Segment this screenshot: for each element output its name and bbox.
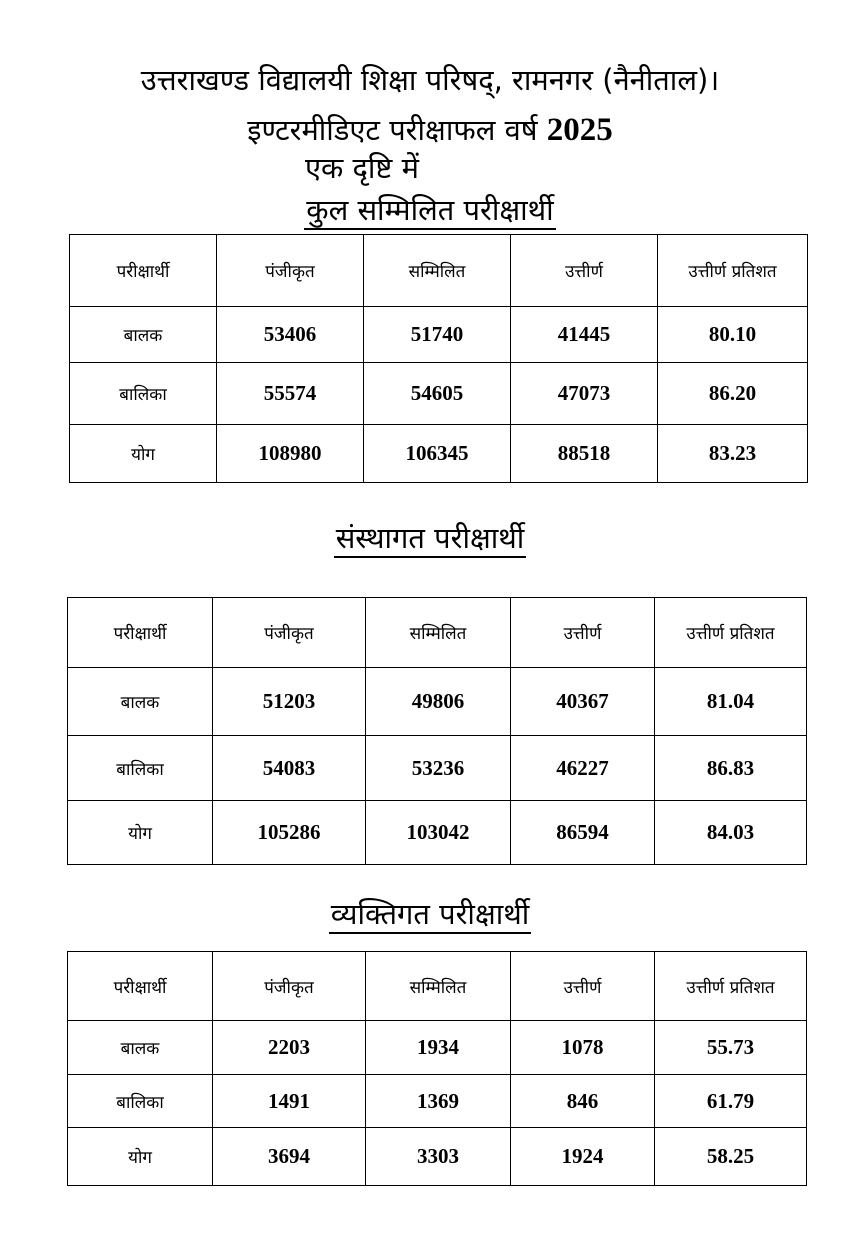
- passed-value: 41445: [511, 307, 658, 363]
- pass-percent-value: 86.83: [655, 736, 807, 801]
- section-title-private: [0, 894, 860, 933]
- col-header-passed: उत्तीर्ण: [511, 598, 655, 668]
- row-label: योग: [68, 801, 213, 865]
- passed-value: 1078: [511, 1021, 655, 1075]
- registered-value: 55574: [217, 363, 364, 425]
- section-title-institutional-text: संस्थागत परीक्षार्थी: [334, 521, 527, 558]
- appeared-value: 53236: [366, 736, 511, 801]
- row-label: बालक: [70, 307, 217, 363]
- appeared-value: 1934: [366, 1021, 511, 1075]
- pass-percent-value: 86.20: [658, 363, 808, 425]
- col-header-passed: उत्तीर्ण: [511, 235, 658, 307]
- appeared-value: 54605: [364, 363, 511, 425]
- registered-value: 108980: [217, 425, 364, 483]
- passed-value: 47073: [511, 363, 658, 425]
- passed-value: 846: [511, 1075, 655, 1128]
- table-header-row: [68, 598, 807, 668]
- col-header-registered: पंजीकृत: [217, 235, 364, 307]
- table-row: [70, 307, 808, 363]
- table-private: [67, 951, 807, 1186]
- pass-percent-value: 84.03: [655, 801, 807, 865]
- col-header-registered: पंजीकृत: [213, 952, 366, 1021]
- passed-value: 40367: [511, 668, 655, 736]
- col-header-passed: उत्तीर्ण: [511, 952, 655, 1021]
- col-header-candidate: परीक्षार्थी: [68, 952, 213, 1021]
- table-row: [68, 736, 807, 801]
- section-title-total-text: कुल सम्मिलित परीक्षार्थी: [304, 193, 555, 230]
- table-total: [69, 234, 808, 483]
- col-header-candidate: परीक्षार्थी: [68, 598, 213, 668]
- row-label: बालक: [68, 668, 213, 736]
- col-header-pass-percent: उत्तीर्ण प्रतिशत: [655, 952, 807, 1021]
- row-label: योग: [68, 1128, 213, 1186]
- registered-value: 3694: [213, 1128, 366, 1186]
- passed-value: 88518: [511, 425, 658, 483]
- appeared-value: 1369: [366, 1075, 511, 1128]
- registered-value: 2203: [213, 1021, 366, 1075]
- table-row: [68, 801, 807, 865]
- registered-value: 105286: [213, 801, 366, 865]
- appeared-value: 51740: [364, 307, 511, 363]
- pass-percent-value: 58.25: [655, 1128, 807, 1186]
- col-header-registered: पंजीकृत: [213, 598, 366, 668]
- row-label: बालिका: [70, 363, 217, 425]
- passed-value: 86594: [511, 801, 655, 865]
- table-row: [68, 1021, 807, 1075]
- pass-percent-value: 61.79: [655, 1075, 807, 1128]
- registered-value: 1491: [213, 1075, 366, 1128]
- col-header-appeared: सम्मिलित: [364, 235, 511, 307]
- col-header-appeared: सम्मिलित: [366, 598, 511, 668]
- result-title: [0, 110, 860, 149]
- pass-percent-value: 55.73: [655, 1021, 807, 1075]
- appeared-value: 3303: [366, 1128, 511, 1186]
- result-year: 2025: [546, 112, 613, 148]
- table-row: [68, 668, 807, 736]
- section-title-total: [0, 190, 860, 229]
- pass-percent-value: 83.23: [658, 425, 808, 483]
- section-title-private-text: व्यक्तिगत परीक्षार्थी: [329, 897, 532, 934]
- table-row: [70, 425, 808, 483]
- pass-percent-value: 81.04: [655, 668, 807, 736]
- passed-value: 46227: [511, 736, 655, 801]
- appeared-value: 103042: [366, 801, 511, 865]
- pass-percent-value: 80.10: [658, 307, 808, 363]
- col-header-appeared: सम्मिलित: [366, 952, 511, 1021]
- table-row: [68, 1075, 807, 1128]
- col-header-pass-percent: उत्तीर्ण प्रतिशत: [655, 598, 807, 668]
- passed-value: 1924: [511, 1128, 655, 1186]
- board-title: उत्तराखण्ड विद्यालयी शिक्षा परिषद्, रामनगर (नैनीताल)।: [140, 63, 720, 97]
- table-header-row: [70, 235, 808, 307]
- appeared-value: 49806: [366, 668, 511, 736]
- registered-value: 51203: [213, 668, 366, 736]
- col-header-pass-percent: उत्तीर्ण प्रतिशत: [658, 235, 808, 307]
- result-title-text: इण्टरमीडिएट परीक्षाफल वर्ष: [247, 113, 538, 147]
- registered-value: 54083: [213, 736, 366, 801]
- row-label: बालिका: [68, 1075, 213, 1128]
- appeared-value: 106345: [364, 425, 511, 483]
- table-row: [68, 1128, 807, 1186]
- row-label: बालिका: [68, 736, 213, 801]
- col-header-candidate: परीक्षार्थी: [70, 235, 217, 307]
- section-title-institutional: [0, 518, 860, 557]
- table-row: [70, 363, 808, 425]
- table-header-row: [68, 952, 807, 1021]
- registered-value: 53406: [217, 307, 364, 363]
- at-a-glance-subtitle: एक दृष्टि में: [305, 151, 419, 185]
- row-label: बालक: [68, 1021, 213, 1075]
- table-institutional: [67, 597, 807, 865]
- row-label: योग: [70, 425, 217, 483]
